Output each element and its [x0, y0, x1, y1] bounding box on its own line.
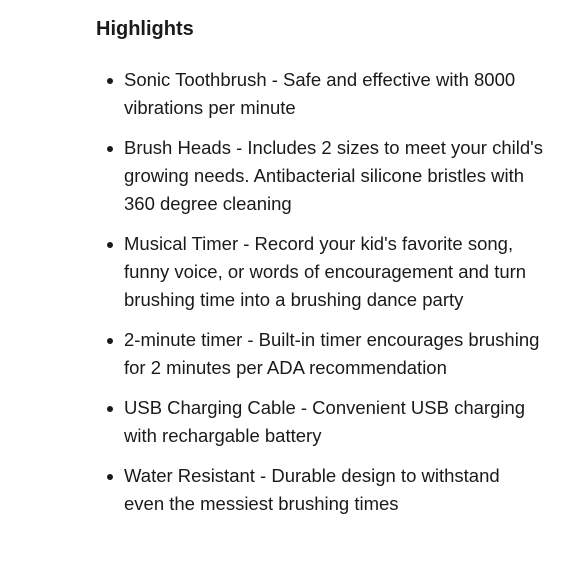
bullet-icon [107, 474, 113, 480]
list-item [124, 326, 544, 382]
highlights-heading: Highlights [96, 18, 194, 40]
bullet-icon [107, 242, 113, 248]
list-item-text: Sonic Toothbrush - Safe and effective with 8000 vibrations per minute [124, 69, 516, 118]
list-item-text: Water Resistant - Durable design to withstand even the messiest brushing times [124, 465, 500, 514]
list-item [124, 230, 544, 314]
bullet-icon [107, 406, 113, 412]
list-item-text: Musical Timer - Record your kid's favorite song, funny voice, or words of encouragement and turn brushing time into a brushing dance party [124, 233, 527, 310]
list-item [124, 394, 544, 450]
list-item [124, 462, 544, 518]
highlights-list [124, 66, 544, 530]
list-item-text: 2-minute timer - Built-in timer encourages brushing for 2 minutes per ADA recommendation [124, 329, 540, 378]
bullet-icon [107, 78, 113, 84]
bullet-icon [107, 146, 113, 152]
list-item [124, 134, 544, 218]
list-item [124, 66, 544, 122]
list-item-text: USB Charging Cable - Convenient USB charging with rechargable battery [124, 397, 526, 446]
list-item-text: Brush Heads - Includes 2 sizes to meet your child's growing needs. Antibacterial silicone bristles with 360 degree cleaning [124, 137, 543, 214]
bullet-icon [107, 338, 113, 344]
